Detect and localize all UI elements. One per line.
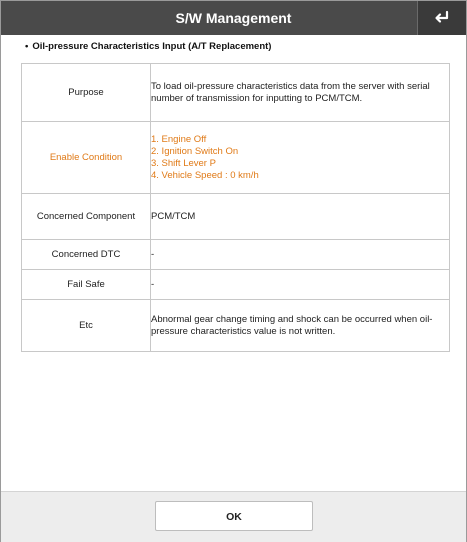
table-row — [22, 300, 450, 352]
table-row — [22, 240, 450, 270]
table-row — [22, 270, 450, 300]
row-label-concerned-component: Concerned Component — [22, 194, 151, 240]
condition-item: 2. Ignition Switch On — [151, 145, 239, 157]
condition-item: 4. Vehicle Speed : 0 km/h — [151, 169, 259, 181]
title-bar — [1, 1, 466, 35]
row-value-concerned-dtc: - — [151, 240, 450, 270]
row-value-fail-safe: - — [151, 270, 450, 300]
table-row — [22, 64, 450, 122]
row-label-fail-safe: Fail Safe — [22, 270, 151, 300]
return-arrow-icon — [432, 10, 452, 26]
row-label-purpose: Purpose — [22, 64, 151, 122]
info-table — [21, 63, 450, 352]
row-label-etc: Etc — [22, 300, 151, 352]
section-heading-text: Oil-pressure Characteristics Input (A/T Replacement) — [32, 41, 272, 52]
row-value-purpose: To load oil-pressure characteristics data from the server with serial number of transmission for inputting to PCM/TCM. — [151, 64, 450, 122]
bullet: • — [25, 41, 29, 52]
dialog-footer — [1, 491, 466, 542]
row-value-concerned-component: PCM/TCM — [151, 194, 450, 240]
ok-button[interactable]: OK — [155, 501, 313, 531]
row-value-enable-condition — [151, 122, 450, 194]
section-heading — [25, 41, 271, 52]
row-label-enable-condition: Enable Condition — [22, 122, 151, 194]
row-label-concerned-dtc: Concerned DTC — [22, 240, 151, 270]
back-button[interactable] — [417, 1, 466, 35]
condition-item: 3. Shift Lever P — [151, 157, 216, 169]
table-row — [22, 122, 450, 194]
row-value-etc: Abnormal gear change timing and shock can be occurred when oil-pressure characteristics value is not written. — [151, 300, 450, 352]
condition-item: 1. Engine Off — [151, 133, 207, 145]
table-row — [22, 194, 450, 240]
window-title: S/W Management — [175, 10, 292, 26]
